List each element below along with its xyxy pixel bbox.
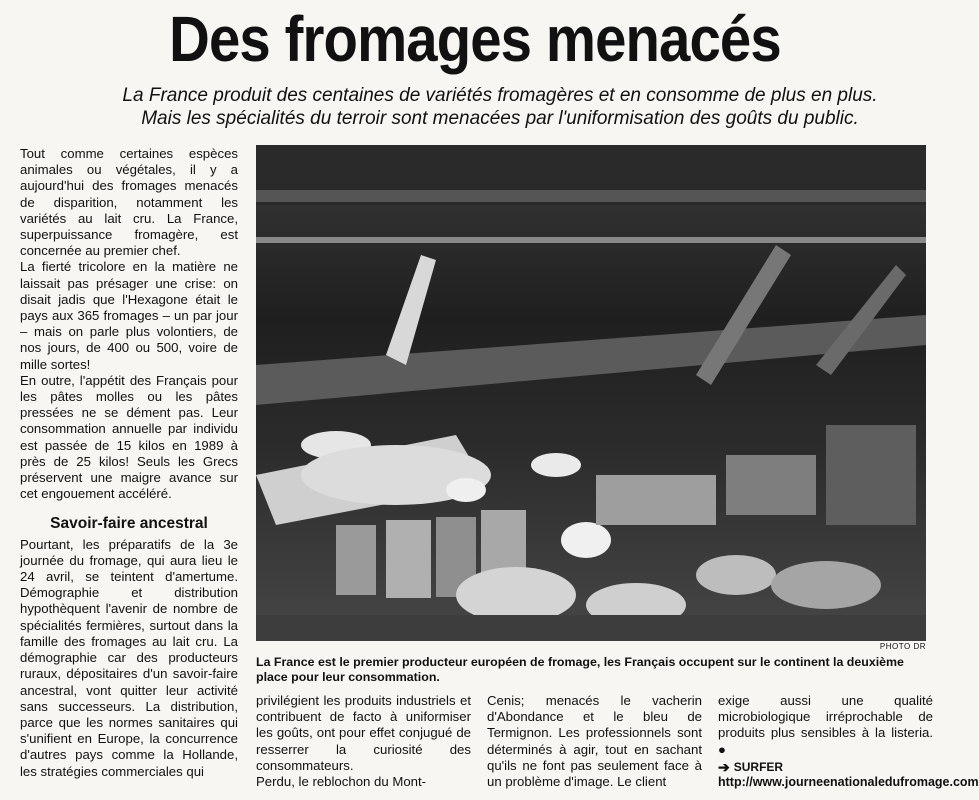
deck [70, 84, 930, 130]
headline: Des fromages menacés [169, 3, 781, 75]
photo-credit: PHOTO DR [879, 642, 926, 651]
website-url[interactable]: http://www.journeenationaledufromage.com [718, 774, 979, 789]
paragraph: privilégient les produits industriels et contribuent de facto à uniformiser les goûts, ont pour effet conjugué de resserrer la curiosité des consommateurs. [256, 693, 471, 773]
paragraph: Pourtant, les préparatifs de la 3e journée du fromage, qui aura lieu le 24 avril, se teintent d'amertume. Démographie et distribution hypothèquent l'avenir de nombre de spécialités fermières, surtout dans la famille des fromages au lait cru. La démographie car des producteurs ruraux, dépositaires d'un savoir-faire ancestral, vont quitter leur activité sans successeurs. La distribution, parce que les normes sanitaires qui s'unifient en Europe, la concurrence d'autres pays comme la Hollande, les stratégies commerciales qui [20, 536, 238, 779]
paragraph: Perdu, le reblochon du Mont- [256, 774, 427, 790]
surfer-label [718, 760, 933, 775]
paragraph-text: exige aussi une qualité microbiologique irréprochable de produits plus sensibles à la listeria. [718, 693, 933, 741]
paragraph: En outre, l'appétit des Français pour les pâtes molles ou les pâtes pressées ne se dément pas. Leur consommation annuelle par individu est passée de 15 kilos en 1989 à près de 25 kilos! Seuls les Grecs préservent une maigre avance sur cet engouement accéléré. [20, 372, 238, 502]
surfer-text: SURFER [733, 759, 784, 774]
deck-line-1: La France produit des centaines de variétés fromagères et en consomme de plus en plus. [122, 85, 878, 106]
paragraph: Tout comme certaines espèces animales ou végétales, il y a aujourd'hui des fromages menacés de disparition, notamment les variétés au lait cru. La France, superpuissance fromagère, est concernée au premier chef. [20, 146, 238, 259]
article-column-2 [256, 693, 471, 790]
arrow-right-icon: ➔ [718, 758, 730, 775]
paragraph: Cenis; menacés le vacherin d'Abondance et le bleu de Termignon. Les professionnels sont déterminés à agir, tout en sachant qu'ils ne font pas seulement face à un problème d'image. Le client [487, 693, 702, 790]
deck-line-2: Mais les spécialités du terroir sont menacées par l'uniformisation des goûts du public. [141, 108, 859, 129]
paragraph: La fierté tricolore en la matière ne laissait pas présager une crise: on disait jadis que l'Hexagone était le pays aux 365 fromages – un par jour – mais on parle plus volontiers, de nos jours, de 400 ou 500, voire de mille sortes! [20, 259, 238, 372]
bullet-icon: ● [718, 741, 726, 757]
article-column-3 [487, 693, 702, 790]
article-column-1 [20, 146, 238, 800]
article-column-4 [718, 693, 979, 790]
cheese-display-photo [256, 145, 926, 641]
photo-caption: La France est le premier producteur européen de fromage, les Français occupent sur le continent la deuxième place pour leur consommation. [256, 655, 904, 684]
photo-illustration [256, 145, 926, 641]
subheading: Savoir-faire ancestral [50, 515, 208, 533]
paragraph [718, 693, 933, 758]
